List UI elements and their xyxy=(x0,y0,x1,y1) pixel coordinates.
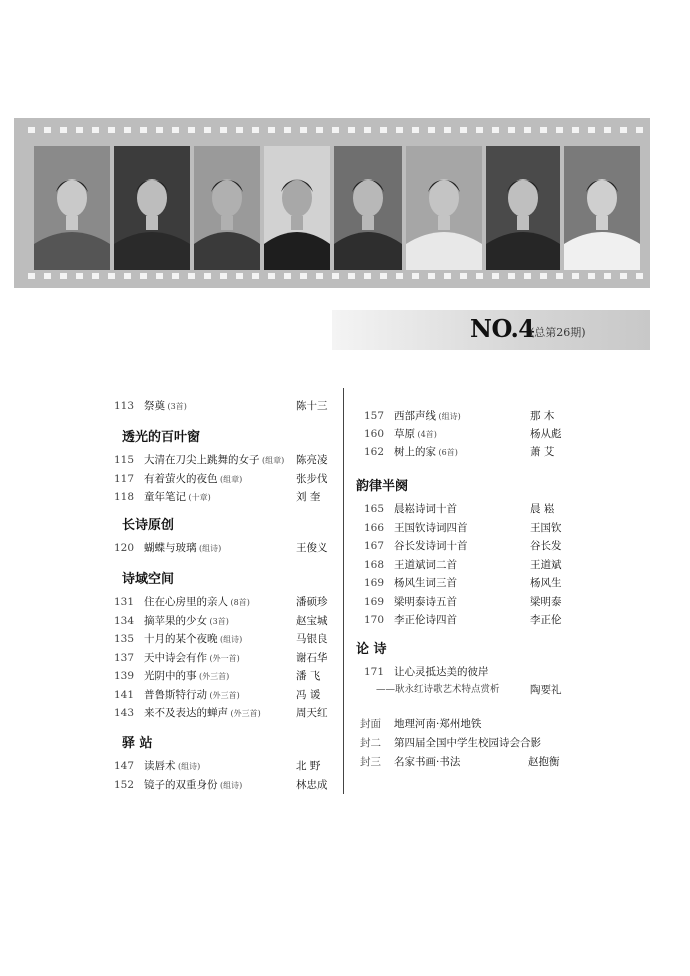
toc-author: 陈十三 xyxy=(296,400,328,412)
toc-note: (8首) xyxy=(228,598,250,607)
toc-author: 谢石华 xyxy=(296,651,328,664)
toc-page-number: 113 xyxy=(113,400,134,412)
toc-note: (组诗) xyxy=(217,780,243,790)
toc-author: 梁明泰 xyxy=(530,595,562,608)
cover-title: 地理河南·郑州地铁 xyxy=(394,718,482,730)
sprocket-hole xyxy=(60,127,67,133)
section-heading: 论 诗 xyxy=(356,642,387,657)
sprocket-hole xyxy=(332,273,339,279)
toc-author: 刘 奎 xyxy=(296,491,321,503)
toc-note: (外一首) xyxy=(207,653,240,663)
sprocket-hole xyxy=(108,127,115,133)
portrait-1 xyxy=(34,146,110,270)
toc-title: 草原 (4首) xyxy=(394,428,437,440)
sprocket-hole xyxy=(316,273,323,279)
cover-title: 第四届全国中学生校园诗会合影 xyxy=(394,737,541,749)
toc-page-number: 160 xyxy=(363,428,384,440)
sprocket-hole xyxy=(236,273,243,279)
section-heading: 驿 站 xyxy=(122,736,153,751)
sprocket-hole xyxy=(172,127,179,133)
toc-page-number: 162 xyxy=(363,446,384,458)
toc-page-number: 166 xyxy=(363,521,384,534)
toc-note: (4首) xyxy=(415,430,437,439)
sprocket-hole xyxy=(108,273,115,279)
sprocket-hole xyxy=(396,127,403,133)
toc-title: 李正伦诗四首 xyxy=(394,614,457,626)
column-divider xyxy=(343,388,344,794)
sprocket-hole xyxy=(604,127,611,133)
toc-author: 张步伐 xyxy=(296,472,328,485)
sprocket-hole xyxy=(204,273,211,279)
cover-label: 封三 xyxy=(360,756,381,768)
sprocket-hole xyxy=(60,273,67,279)
toc-page-number: 165 xyxy=(363,503,384,515)
toc-note: (组章) xyxy=(217,474,243,484)
sprocket-hole xyxy=(524,273,531,279)
toc-note: (外三首) xyxy=(207,690,240,700)
sprocket-hole xyxy=(364,273,371,279)
sprocket-hole xyxy=(348,273,355,279)
toc-title: 童年笔记 (十章) xyxy=(144,491,211,503)
toc-page-number: 167 xyxy=(363,540,384,552)
toc-title: 住在心房里的亲人 (8首) xyxy=(144,596,250,608)
toc-title: 读唇术 (组诗) xyxy=(144,760,201,772)
toc-page-number: 134 xyxy=(113,614,134,627)
portrait-2 xyxy=(114,146,190,270)
toc-title: 梁明泰诗五首 xyxy=(394,595,457,608)
issue-number: NO.4 xyxy=(470,314,535,343)
toc-title: 祭奠 (3首) xyxy=(144,400,187,412)
toc-author: 马银良 xyxy=(296,633,328,645)
sprocket-hole xyxy=(476,273,483,279)
sprocket-hole xyxy=(524,127,531,133)
sprocket-hole xyxy=(396,273,403,279)
sprocket-hole xyxy=(620,273,627,279)
sprocket-hole xyxy=(572,127,579,133)
sprocket-hole xyxy=(92,273,99,279)
sprocket-hole xyxy=(156,127,163,133)
sprocket-hole xyxy=(252,273,259,279)
toc-page-number: 170 xyxy=(363,614,384,626)
sprocket-hole xyxy=(284,273,291,279)
sprocket-hole xyxy=(28,127,35,133)
portrait-6 xyxy=(406,146,482,270)
toc-note: (组章) xyxy=(259,456,285,465)
toc-title: 西部声线 (组诗) xyxy=(394,410,461,422)
film-strip xyxy=(14,118,650,288)
portrait-3 xyxy=(194,146,260,270)
toc-page-number: 120 xyxy=(113,542,134,554)
sprocket-hole xyxy=(92,127,99,133)
toc-page-number: 118 xyxy=(113,491,134,503)
toc-author: 杨风生 xyxy=(530,577,562,589)
sprocket-hole xyxy=(380,273,387,279)
sprocket-hole xyxy=(220,273,227,279)
sprocket-hole xyxy=(444,273,451,279)
toc-page-number: 169 xyxy=(363,595,384,608)
sprocket-hole xyxy=(44,273,51,279)
toc-title: 光阴中的事 (外三首) xyxy=(144,670,230,682)
sprocket-hole xyxy=(412,127,419,133)
sprocket-hole xyxy=(460,273,467,279)
section-heading: 韵律半阕 xyxy=(356,479,409,494)
toc-title: 杨风生词三首 xyxy=(394,577,457,589)
toc-page-number: 115 xyxy=(113,454,134,466)
sprocket-hole xyxy=(636,273,643,279)
portrait-4 xyxy=(264,146,330,270)
toc-page-number: 152 xyxy=(113,778,134,791)
toc-author: 晨 崧 xyxy=(530,503,555,515)
sprocket-hole xyxy=(556,127,563,133)
toc-note: (3首) xyxy=(207,616,229,626)
sprocket-hole xyxy=(476,127,483,133)
sprocket-hole xyxy=(540,273,547,279)
section-heading: 诗域空间 xyxy=(122,572,175,587)
portrait-5 xyxy=(334,146,402,270)
sprocket-hole xyxy=(588,127,595,133)
toc-title: 镜子的双重身份 (组诗) xyxy=(144,778,243,791)
sprocket-hole xyxy=(156,273,163,279)
toc-page-number: 147 xyxy=(113,760,134,772)
sprocket-hole xyxy=(412,273,419,279)
sprocket-hole xyxy=(492,273,499,279)
toc-title: 晨崧诗词十首 xyxy=(394,503,457,515)
toc-page-number: 171 xyxy=(363,666,384,678)
toc-page-number: 131 xyxy=(113,596,134,608)
sprocket-hole xyxy=(444,127,451,133)
sprocket-hole xyxy=(460,127,467,133)
toc-title: 天中诗会有作 (外一首) xyxy=(144,651,240,664)
sprocket-hole xyxy=(556,273,563,279)
sprocket-hole xyxy=(268,127,275,133)
sprocket-hole xyxy=(332,127,339,133)
toc-author: 李正伦 xyxy=(530,614,562,626)
cover-author: 赵抱衡 xyxy=(528,756,560,768)
sprocket-hole xyxy=(636,127,643,133)
essay-subtitle: ——耿永红诗歌艺术特点赏析 xyxy=(376,684,500,695)
toc-note: (外三首) xyxy=(228,709,261,718)
toc-title: 王道斌词二首 xyxy=(394,558,457,571)
toc-note: (外三首) xyxy=(196,672,230,681)
sprocket-hole xyxy=(188,127,195,133)
sprocket-hole xyxy=(508,273,515,279)
section-heading: 长诗原创 xyxy=(122,518,175,533)
sprocket-hole xyxy=(204,127,211,133)
toc-title: 来不及表达的蝉声 (外三首) xyxy=(144,707,261,719)
toc-page-number: 157 xyxy=(363,410,384,422)
toc-title: 谷长发诗词十首 xyxy=(394,540,468,552)
sprocket-hole xyxy=(620,127,627,133)
toc-title: 蝴蝶与玻璃 (组诗) xyxy=(144,542,222,554)
toc-page-number: 143 xyxy=(113,707,134,719)
toc-title: 摘苹果的少女 (3首) xyxy=(144,614,229,627)
portrait-photo-row xyxy=(14,146,650,270)
sprocket-hole xyxy=(508,127,515,133)
sprocket-hole xyxy=(492,127,499,133)
toc-author: 冯 谖 xyxy=(296,688,321,701)
toc-page-number: 137 xyxy=(113,651,134,664)
toc-author: 王国钦 xyxy=(530,521,562,534)
sprocket-hole xyxy=(428,127,435,133)
cover-title: 名家书画·书法 xyxy=(394,756,461,768)
toc-author: 北 野 xyxy=(296,760,321,772)
sprocket-hole xyxy=(44,127,51,133)
cover-label: 封面 xyxy=(360,718,381,730)
sprocket-hole xyxy=(364,127,371,133)
sprocket-hole xyxy=(604,273,611,279)
sprocket-hole xyxy=(140,273,147,279)
sprocket-hole xyxy=(124,273,131,279)
toc-title: 让心灵抵达美的彼岸 xyxy=(394,666,489,678)
sprocket-hole xyxy=(76,273,83,279)
sprocket-hole xyxy=(572,273,579,279)
sprocket-hole xyxy=(124,127,131,133)
sprocket-hole xyxy=(236,127,243,133)
sprocket-hole xyxy=(268,273,275,279)
issue-total-number: (总第26期) xyxy=(530,326,586,339)
sprocket-hole xyxy=(428,273,435,279)
toc-note: (组诗) xyxy=(436,412,461,421)
toc-note: (6首) xyxy=(436,448,458,457)
toc-title: 树上的家 (6首) xyxy=(394,446,458,458)
toc-note: (组诗) xyxy=(196,544,222,553)
toc-note: (3首) xyxy=(165,402,187,411)
sprocket-hole xyxy=(348,127,355,133)
toc-author: 杨从彪 xyxy=(530,428,562,440)
sprocket-hole xyxy=(284,127,291,133)
sprocket-hole xyxy=(380,127,387,133)
sprocket-hole xyxy=(220,127,227,133)
toc-page-number: 141 xyxy=(113,688,134,701)
toc-page-number: 139 xyxy=(113,670,134,682)
toc-note: (组诗) xyxy=(217,635,243,644)
toc-author: 谷长发 xyxy=(530,540,562,552)
sprocket-hole xyxy=(540,127,547,133)
portrait-7 xyxy=(486,146,560,270)
toc-author: 萧 艾 xyxy=(530,446,555,458)
toc-author: 王道斌 xyxy=(530,558,562,571)
sprocket-hole xyxy=(172,273,179,279)
sprocket-hole xyxy=(316,127,323,133)
toc-note: (组诗) xyxy=(175,762,201,771)
sprocket-hole xyxy=(588,273,595,279)
cover-label: 封二 xyxy=(360,737,381,749)
toc-author: 周天红 xyxy=(296,707,328,719)
toc-page-number: 169 xyxy=(363,577,384,589)
toc-author: 那 木 xyxy=(530,410,555,422)
sprocket-hole xyxy=(188,273,195,279)
toc-author: 陈亮凌 xyxy=(296,454,328,466)
film-sprocket-holes-top xyxy=(14,127,650,133)
toc-title: 普鲁斯特行动 (外三首) xyxy=(144,688,240,701)
toc-page-number: 135 xyxy=(113,633,134,645)
essay-author: 陶要礼 xyxy=(530,684,562,696)
film-sprocket-holes-bottom xyxy=(14,273,650,279)
toc-page-number: 117 xyxy=(113,472,134,485)
toc-title: 王国钦诗词四首 xyxy=(394,521,468,534)
sprocket-hole xyxy=(252,127,259,133)
section-heading: 透光的百叶窗 xyxy=(122,430,201,445)
toc-author: 赵宝城 xyxy=(296,614,328,627)
toc-note: (十章) xyxy=(186,493,211,502)
toc-title: 十月的某个夜晚 (组诗) xyxy=(144,633,243,645)
toc-author: 林忠成 xyxy=(296,778,328,791)
sprocket-hole xyxy=(300,273,307,279)
sprocket-hole xyxy=(28,273,35,279)
toc-title: 有着萤火的夜色 (组章) xyxy=(144,472,243,485)
sprocket-hole xyxy=(76,127,83,133)
sprocket-hole xyxy=(300,127,307,133)
toc-author: 王俊义 xyxy=(296,542,328,554)
toc-author: 潘 飞 xyxy=(296,670,321,682)
sprocket-hole xyxy=(140,127,147,133)
toc-title: 大清在刀尖上跳舞的女子 (组章) xyxy=(144,454,285,466)
toc-author: 潘硕珍 xyxy=(296,596,328,608)
portrait-8 xyxy=(564,146,640,270)
toc-page-number: 168 xyxy=(363,558,384,571)
